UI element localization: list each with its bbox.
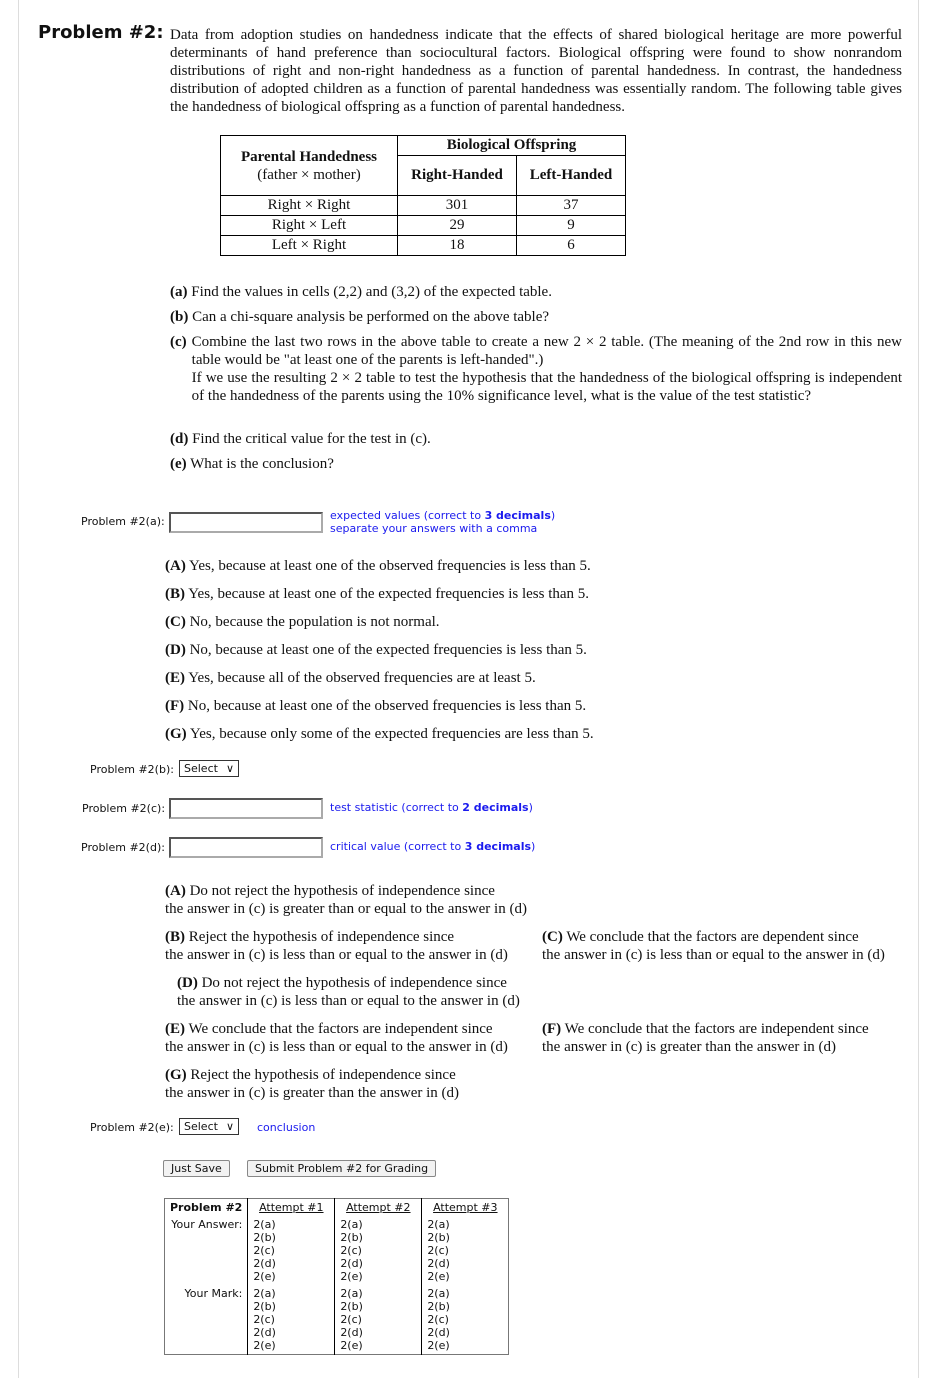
option-2b-g: (G) Yes, because only some of the expected frequencies are less than 5. [165,726,594,742]
option-2e-g: (G) Reject the hypothesis of independence since the answer in (c) is greater than the answer in (d) [165,1067,460,1101]
attempts-table [164,1198,509,1355]
answer-2d-input[interactable] [169,837,323,858]
part-label: 2(b) [253,1300,276,1313]
question-a: (a) Find the values in cells (2,2) and (3,2) of the expected table. [170,284,552,300]
answer-2c-input[interactable] [169,798,323,819]
part-label: 2(c) [253,1313,275,1326]
attempt-parts [248,1285,335,1355]
option-2e-d: (D) Do not reject the hypothesis of independence since the answer in (c) is less than or equal to the answer in (d) [177,975,520,1009]
option-2b-d: (D) No, because at least one of the expected frequencies is less than 5. [165,642,587,658]
hint-2e: conclusion [257,1121,316,1134]
table-row [221,196,626,216]
label-2d: Problem #2(d): [81,841,165,854]
part-label: 2(b) [427,1231,450,1244]
cell: 9 [517,216,626,236]
chevron-down-icon: ∨ [225,1120,234,1133]
col-header: Right-Handed [411,167,503,183]
option-2b-f: (F) No, because at least one of the observed frequencies is less than 5. [165,698,587,714]
part-label: 2(a) [427,1218,450,1231]
handedness-table [220,135,626,256]
label-2b: Problem #2(b): [90,763,174,776]
part-label: 2(a) [253,1218,276,1231]
part-label: 2(d) [427,1326,450,1339]
select-2b[interactable]: Select ∨ [179,760,239,777]
attempt-3-link[interactable]: Attempt #3 [433,1201,498,1214]
option-2e-f: (F) We conclude that the factors are independent since the answer in (c) is greater than the answer in (d) [542,1021,869,1055]
option-2e-e: (E) We conclude that the factors are independent since the answer in (c) is less than or equal to the answer in (d) [165,1021,508,1055]
row-label: Right × Right [221,196,398,216]
select-2e[interactable]: Select ∨ [179,1118,239,1135]
option-2e-c: (C) We conclude that the factors are dependent since the answer in (c) is less than or equal to the answer in (d) [542,929,885,963]
attempts-header: Problem #2 [170,1201,243,1214]
label-2c: Problem #2(c): [82,802,166,815]
part-label: 2(e) [427,1339,450,1352]
part-label: 2(e) [427,1270,450,1283]
just-save-button[interactable]: Just Save [163,1160,230,1177]
col-header: Left-Handed [529,167,613,183]
part-label: 2(c) [340,1313,362,1326]
attempt-parts [335,1216,422,1285]
problem-title: Problem #2: [38,22,164,43]
option-2e-a: (A) Do not reject the hypothesis of independence since the answer in (c) is greater than or equal to the answer in (d) [165,883,527,917]
hint-2a: expected values (correct to 3 decimals) separate your answers with a comma [330,509,556,535]
question-c: (c) Combine the last two rows in the above table to create a new 2 × 2 table. (The meaning of the 2nd row in this new table would be "at least one of the parents is left-handed".) If we use the resulting 2 × 2 table to test the hypothesis that the handedness of the biological offspring is independent of the handedness of the parents using the 10% significance level, what is the value of the test statistic? [170,334,902,404]
part-label: 2(b) [253,1231,276,1244]
question-b: (b) Can a chi-square analysis be performed on the above table? [170,309,550,325]
your-answer-label: Your Answer: [171,1218,243,1231]
attempt-parts [248,1216,335,1285]
part-label: 2(d) [253,1257,276,1270]
answer-2a-input[interactable] [169,512,323,533]
part-label: 2(e) [340,1339,363,1352]
part-label: 2(c) [340,1244,362,1257]
part-label: 2(b) [340,1300,363,1313]
submit-button[interactable]: Submit Problem #2 for Grading [247,1160,436,1177]
option-2b-a: (A) Yes, because at least one of the observed frequencies is less than 5. [165,558,591,574]
part-label: 2(e) [253,1270,276,1283]
part-label: 2(a) [340,1218,363,1231]
part-label: 2(e) [253,1339,276,1352]
question-e: (e) What is the conclusion? [170,456,334,472]
problem-intro: Data from adoption studies on handedness indicate that the effects of shared biological heritage are more powerful determinants of hand preference than sociocultural factors. Biological offspring were found to show nonrandom distributions of right and non-right handedness as a function of parental handedness. In contrast, the handedness distribution of adopted children as a function of parental handedness was essentially random. The following table gives the handedness of biological offspring as a function of parental handedness. [170,27,902,115]
part-label: 2(d) [253,1326,276,1339]
part-label: 2(b) [427,1300,450,1313]
label-2e: Problem #2(e): [90,1121,174,1134]
part-label: 2(d) [427,1257,450,1270]
option-2e-b: (B) Reject the hypothesis of independence since the answer in (c) is less than or equal to the answer in (d) [165,929,508,963]
part-label: 2(a) [427,1287,450,1300]
hint-2d: critical value (correct to 3 decimals) [330,840,536,853]
option-2b-e: (E) Yes, because all of the observed frequencies are at least 5. [165,670,536,686]
cell: 18 [398,236,517,256]
part-label: 2(d) [340,1257,363,1270]
part-label: 2(c) [427,1244,449,1257]
question-d: (d) Find the critical value for the test in (c). [170,431,431,447]
cell: 301 [398,196,517,216]
option-2b-b: (B) Yes, because at least one of the expected frequencies is less than 5. [165,586,590,602]
attempt-parts [422,1285,509,1355]
cell: 6 [517,236,626,256]
part-label: 2(b) [340,1231,363,1244]
hint-2c: test statistic (correct to 2 decimals) [330,801,533,814]
cell: 29 [398,216,517,236]
table-row [221,216,626,236]
option-2b-c: (C) No, because the population is not normal. [165,614,440,630]
attempt-parts [335,1285,422,1355]
attempt-1-link[interactable]: Attempt #1 [259,1201,324,1214]
part-label: 2(e) [340,1270,363,1283]
part-label: 2(c) [427,1313,449,1326]
part-label: 2(a) [340,1287,363,1300]
label-2a: Problem #2(a): [81,515,165,528]
row-header-sub: (father × mother) [257,166,361,183]
row-header: Parental Handedness [241,148,377,165]
attempt-parts [422,1216,509,1285]
part-label: 2(a) [253,1287,276,1300]
row-label: Left × Right [221,236,398,256]
part-label: 2(c) [253,1244,275,1257]
cell: 37 [517,196,626,216]
table-row [221,236,626,256]
group-header: Biological Offspring [446,137,577,153]
chevron-down-icon: ∨ [225,762,234,775]
row-label: Right × Left [221,216,398,236]
part-label: 2(d) [340,1326,363,1339]
your-mark-label: Your Mark: [184,1287,243,1300]
attempt-2-link[interactable]: Attempt #2 [346,1201,411,1214]
